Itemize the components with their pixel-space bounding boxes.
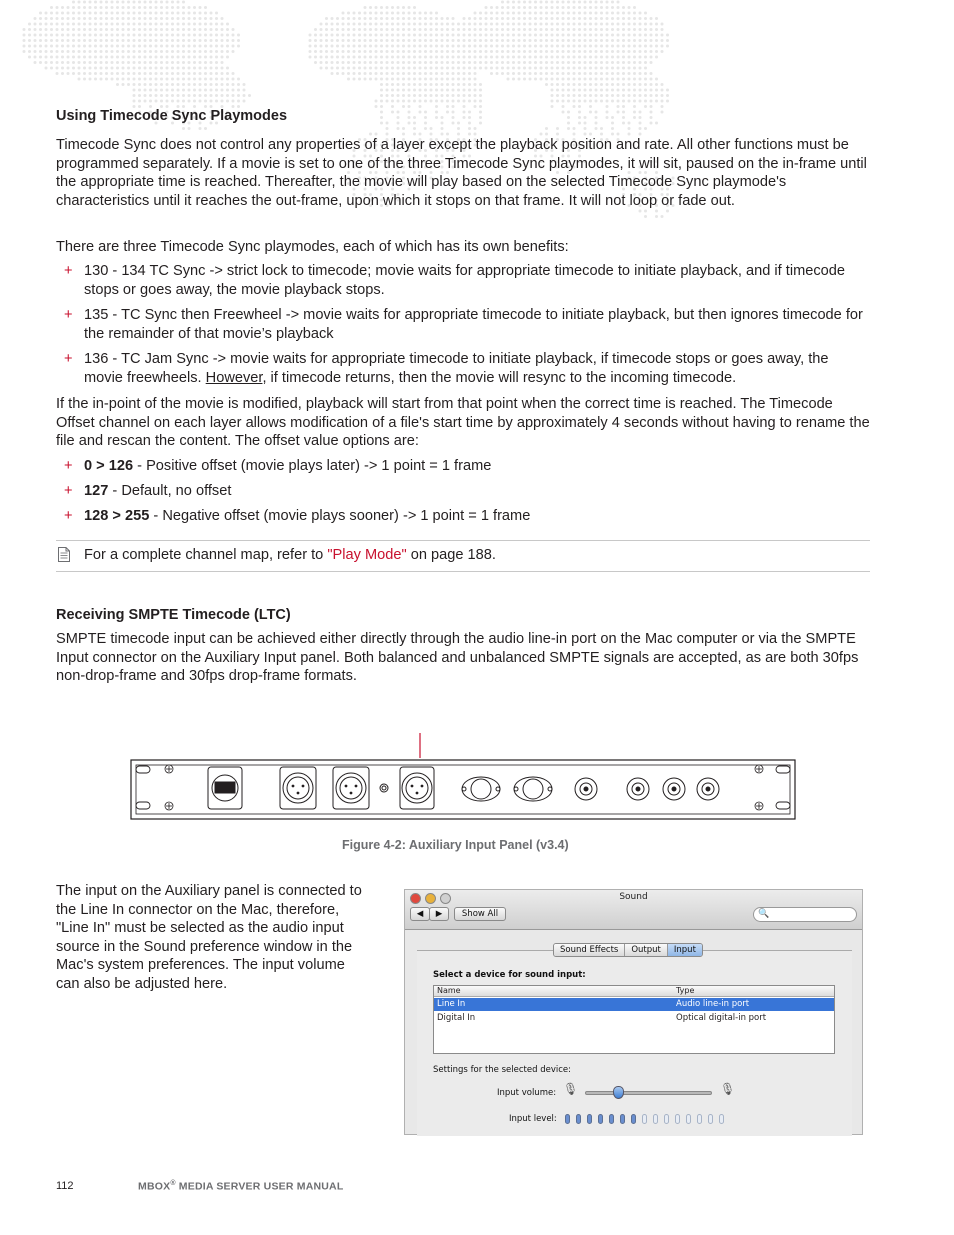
input-device-table [433, 985, 835, 1054]
bullet-text: - Negative offset (movie plays sooner) -> 1 point = 1 frame [149, 508, 531, 524]
level-dot [631, 1114, 636, 1124]
rack-slot [776, 766, 790, 773]
tab-bar [553, 943, 703, 957]
level-dot [708, 1114, 713, 1124]
section-timecode-sync [56, 108, 870, 124]
level-dot [609, 1114, 614, 1124]
row-name: Digital In [437, 1013, 476, 1023]
input-volume-slider[interactable] [585, 1091, 712, 1095]
level-dot [642, 1114, 647, 1124]
level-dot [686, 1114, 691, 1124]
rack-slot [136, 802, 150, 809]
level-dot [587, 1114, 592, 1124]
row-name: Line In [437, 999, 466, 1009]
registered-mark: ® [170, 1180, 176, 1187]
row-type: Optical digital-in port [676, 1013, 767, 1023]
xlr-pin-icons [292, 785, 424, 795]
plus-bullet-icon: + [64, 307, 73, 323]
note-box [56, 540, 870, 572]
paragraph: Timecode Sync does not control any properties of a layer except the playback position and rate. All other functions must be programmed separately. If a movie is set to one of the three Timecode Sync playmodes, it will sit, paused on the in-frame until the appropriate time is reached. Thereafter, the movie will play based on the selected Timecode Sync playmode's characteristics until it reaches the out-frame, upon which it stops on that frame. It will not loop or fade out. [56, 137, 867, 209]
paragraph: There are three Timecode Sync playmodes, each of which has its own benefits: [56, 239, 569, 255]
forward-button[interactable]: ▶ [429, 907, 449, 921]
paragraph: SMPTE timecode input can be achieved either directly through the audio line-in port on the Mac computer or via the SMPTE Input connector on the Auxiliary Input panel. Both balanced and unbalanced SMPTE signals are accepted, as are both 30fps non-drop-frame and 30fps drop-frame formats. [56, 631, 859, 685]
paragraph: The input on the Auxiliary panel is connected to the Line In connector on the Mac, therefore, "Line In" must be selected as the audio input source in the Sound preference window in the Mac's system preferences. The input volume can also be adjusted here. [56, 883, 362, 992]
bullet-text: , if timecode returns, then the movie will resync to the incoming timecode. [262, 370, 737, 386]
plus-bullet-icon: + [64, 483, 73, 499]
list-item [56, 482, 870, 501]
level-dot [598, 1114, 603, 1124]
underlined-word: However [205, 370, 263, 386]
playmode-list [56, 262, 870, 388]
manual-title-sub: MEDIA SERVER USER MANUAL [175, 1180, 344, 1193]
note-prefix: For a complete channel map, refer to [84, 547, 328, 563]
microphone-low-icon: 🎙 [563, 1082, 579, 1096]
section-heading: Receiving SMPTE Timecode (LTC) [56, 607, 291, 623]
plus-bullet-icon: + [64, 263, 73, 279]
bullet-text: - TC Sync then Freewheel -> movie waits for appropriate timecode to initiate playback, but then ignores timecode for the remainder of that movie’s playback [84, 307, 863, 342]
rack-slot [776, 802, 790, 809]
search-input[interactable] [753, 907, 857, 922]
tab-sound-effects[interactable]: Sound Effects [554, 944, 625, 956]
bullet-key: 136 [84, 351, 109, 367]
level-dot [620, 1114, 625, 1124]
section-heading: Using Timecode Sync Playmodes [56, 108, 288, 124]
bullet-key: 128 > 255 [84, 508, 150, 524]
column-header-name[interactable]: Name [437, 986, 461, 995]
input-volume-label: Input volume: [497, 1088, 557, 1098]
level-dot [675, 1114, 680, 1124]
list-item [56, 350, 870, 388]
bullet-text: - TC Jam Sync -> movie waits for appropriate timecode to initiate playback, if timecode stops or goes away, the movie freewheels. [84, 351, 829, 386]
bullet-text: - Positive offset (movie plays later) -> 1 point = 1 frame [133, 458, 492, 474]
play-mode-link[interactable]: "Play Mode" [327, 547, 407, 563]
select-device-label: Select a device for sound input: [433, 970, 586, 980]
window-titlebar [405, 890, 862, 930]
input-level-meter [565, 1114, 724, 1124]
note-text [84, 547, 496, 563]
list-item [56, 306, 870, 344]
level-dot [653, 1114, 658, 1124]
list-item [56, 507, 870, 526]
level-dot [576, 1114, 581, 1124]
search-icon: 🔍 [758, 909, 770, 919]
list-item [56, 457, 870, 476]
table-row[interactable] [434, 1012, 834, 1025]
plus-bullet-icon: + [64, 508, 73, 524]
row-type: Audio line-in port [676, 999, 750, 1009]
bullet-key: 130 - 134 [84, 263, 146, 279]
level-dot [719, 1114, 724, 1124]
window-title: Sound [619, 892, 648, 902]
table-row[interactable] [434, 998, 834, 1011]
offset-list [56, 457, 870, 526]
column-header-type[interactable]: Type [676, 986, 695, 995]
bullet-text: - Default, no offset [108, 483, 232, 499]
dmx-connector-icons [462, 777, 552, 801]
note-document-icon [58, 547, 70, 562]
note-suffix: on page 188. [406, 547, 496, 563]
rack-slot [136, 766, 150, 773]
table-header [434, 986, 834, 997]
manual-title [138, 1180, 343, 1193]
figure-caption: Figure 4-2: Auxiliary Input Panel (v3.4) [342, 838, 569, 852]
bullet-key: 127 [84, 483, 109, 499]
bullet-key: 135 [84, 307, 109, 323]
settings-label: Settings for the selected device: [433, 1065, 571, 1075]
input-level-label: Input level: [509, 1114, 557, 1124]
show-all-button[interactable]: Show All [454, 907, 506, 921]
xlr-connector-icons [208, 767, 434, 809]
page-number: 112 [56, 1180, 74, 1192]
sound-preferences-window [404, 889, 863, 1135]
manual-title-main: MBOX [138, 1180, 171, 1193]
plus-bullet-icon: + [64, 458, 73, 474]
tab-output[interactable]: Output [625, 944, 668, 956]
level-dot [664, 1114, 669, 1124]
level-dot [565, 1114, 570, 1124]
paragraph: If the in-point of the movie is modified, playback will start from that point when the correct time is reached. The Timecode Offset channel on each layer allows modification of a file's start time by approximately 4 seconds without having to rename the file and rescan the content. The offset value options are: [56, 396, 870, 450]
plus-bullet-icon: + [64, 351, 73, 367]
bnc-connector-icons [575, 778, 719, 800]
bullet-key: 0 > 126 [84, 458, 134, 474]
world-map-watermark [0, 0, 954, 250]
bullet-text: TC Sync -> strict lock to timecode; movie waits for appropriate timecode to initiate playback, and if timecode stops or goes away, the movie playback stops. [84, 263, 845, 298]
auxiliary-input-panel-figure [128, 730, 800, 824]
level-dot [697, 1114, 702, 1124]
microphone-high-icon: 🎙 [720, 1082, 736, 1096]
list-item [56, 262, 870, 300]
tab-input[interactable]: Input [668, 944, 702, 956]
back-button[interactable]: ◀ [410, 907, 430, 921]
